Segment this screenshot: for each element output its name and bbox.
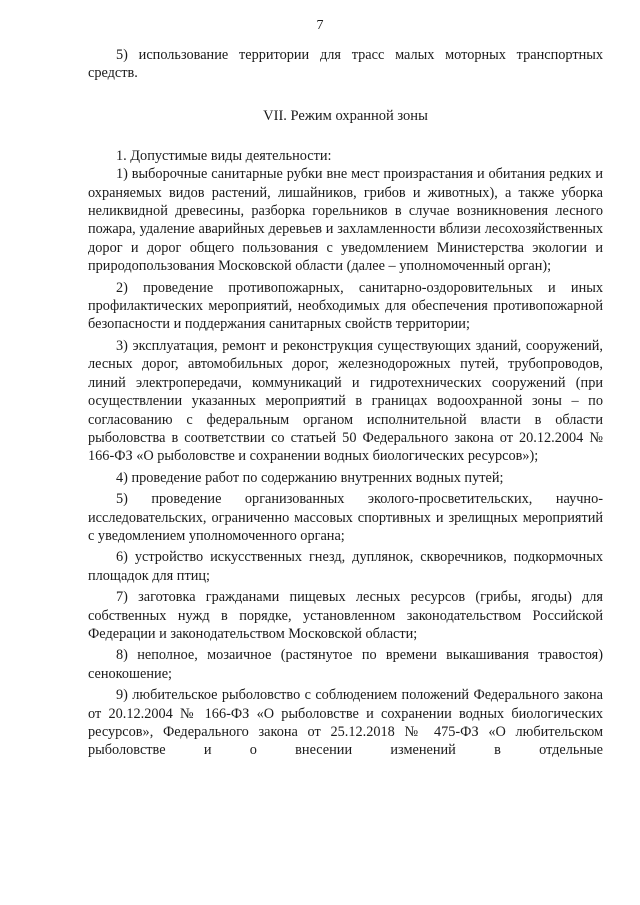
list-item-6: 6) устройство искусственных гнезд, дуплянок, скворечников, подкормочных площадок для птиц;: [88, 549, 603, 584]
list-item-1: 1) выборочные санитарные рубки вне мест произрастания и обитания редких и охраняемых видов растений, лишайников, грибов и животных), а также уборка неликвидной древесины, разборка горельников в случае возникновения лесного пожара, удаление аварийных деревьев и захламленности вблизи лесохозяйственных дорог и дорог общего пользования с уведомлением Министерства экологии и природопользования Московской области (далее – уполномоченный орган);: [88, 166, 603, 275]
section-heading: VII. Режим охранной зоны: [263, 107, 428, 124]
list-item-3: 3) эксплуатация, ремонт и реконструкция существующих зданий, сооружений, лесных дорог, автомобильных дорог, железнодорожных путей, трубопроводов, линий электропередачи, коммуникаций и гидротехнических сооружений (при осуществлении указанных мероприятий в границах водоохранной зоны – по согласованию с федеральным органом исполнительной власти в области рыболовства в соответствии со статьей 50 Федерального закона от 20.12.2004 № 166-ФЗ «О рыболовстве и сохранении водных биологических ресурсов»);: [88, 337, 603, 465]
page-number: 7: [316, 18, 324, 33]
list-item-2: 2) проведение противопожарных, санитарно-оздоровительных и иных профилактических мероприятий, необходимых для обеспечения противопожарной безопасности и поддержания санитарных свойств территории;: [88, 279, 603, 333]
list-item-7: 7) заготовка гражданами пищевых лесных ресурсов (грибы, ягоды) для собственных нужд в порядке, установленном законодательством Российской Федерации и законодательством Московской области;: [88, 589, 603, 642]
list-item-5: 5) проведение организованных эколого-просветительских, научно-исследовательских, ограниченно массовых спортивных и зрелищных мероприятий с уведомлением уполномоченного органа;: [88, 491, 603, 544]
subsection-title: 1. Допустимые виды деятельности:: [116, 147, 332, 164]
list-item-4: 4) проведение работ по содержанию внутренних водных путей;: [116, 469, 504, 486]
list-item-9: 9) любительское рыболовство с соблюдением положений Федерального закона от 20.12.2004 № 166-ФЗ «О рыболовстве и сохранении водных биологических ресурсов», Федерального закона от 25.12.2018 № 475-ФЗ «О любительском рыболовстве и о внесении изменений в отдельные: [88, 687, 603, 759]
list-item-8: 8) неполное, мозаичное (растянутое по времени выкашивания травостоя) сенокошение;: [88, 647, 603, 682]
document-body: [88, 46, 603, 760]
intro-paragraph: 5) использование территории для трасс малых моторных транспортных средств.: [88, 47, 603, 82]
